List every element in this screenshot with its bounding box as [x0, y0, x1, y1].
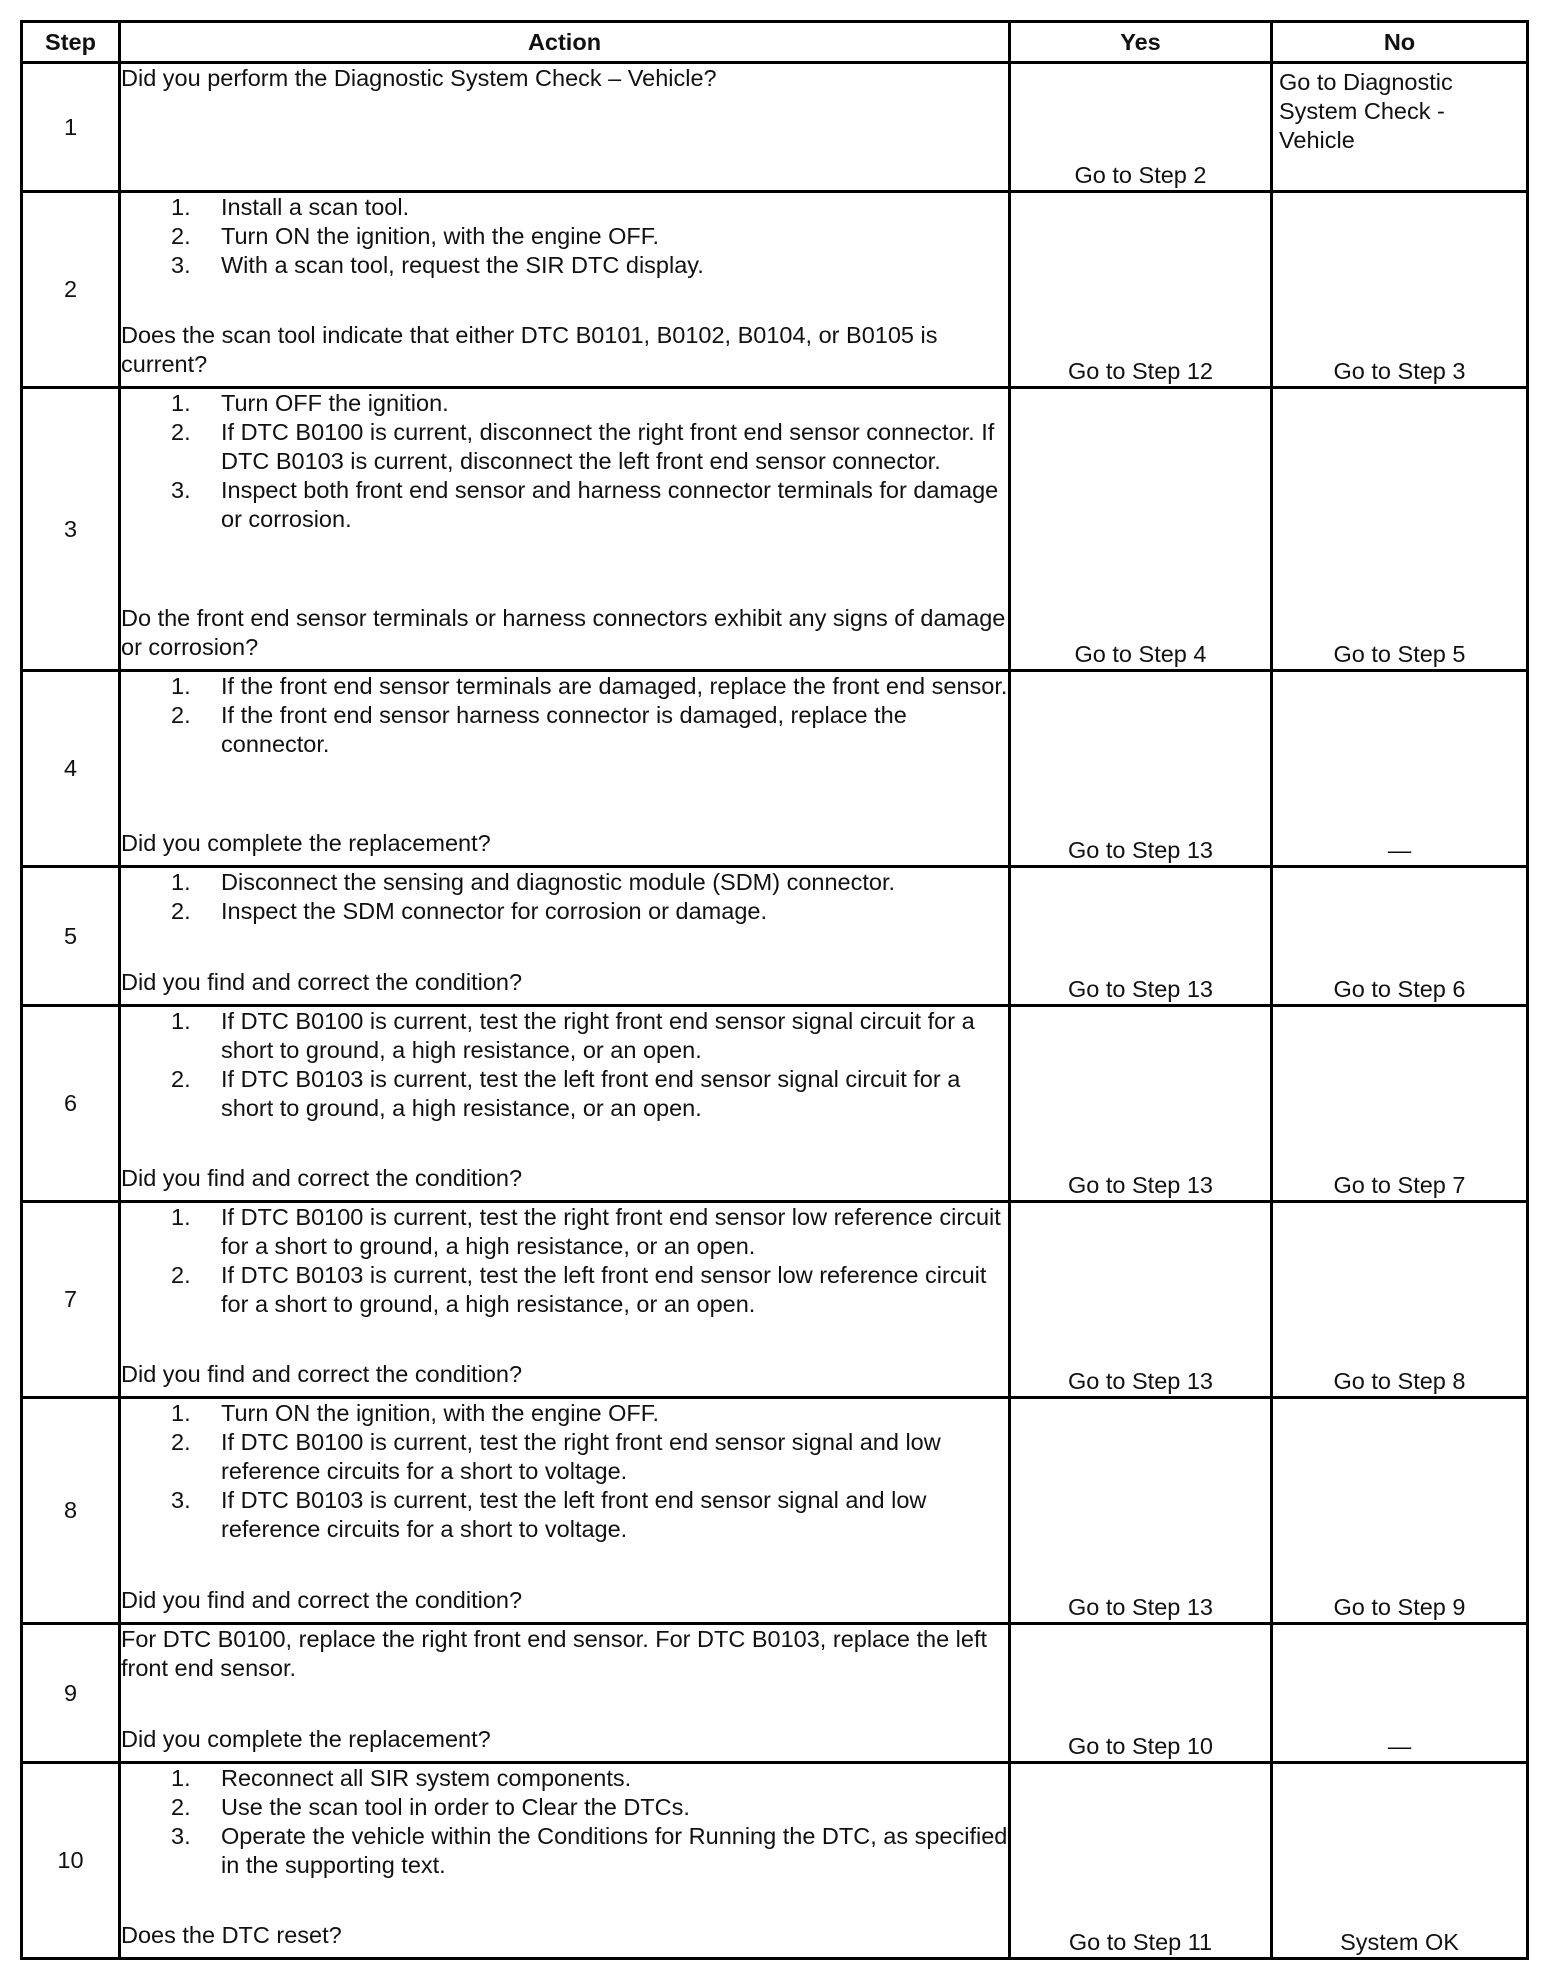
no-outcome: Go to Step 6 — [1272, 867, 1528, 1006]
table-row — [22, 388, 1528, 671]
action-list — [121, 1007, 1008, 1123]
action-question: Did you find and correct the condition? — [121, 1587, 523, 1613]
yes-outcome: Go to Step 13 — [1010, 671, 1272, 867]
list-item: 1. If DTC B0100 is current, test the right front end sensor signal circuit for a short to ground, a high resistance, or an open. — [171, 1008, 975, 1063]
no-outcome: System OK — [1272, 1763, 1528, 1959]
action-question: Does the scan tool indicate that either DTC B0101, B0102, B0104, or B0105 is current? — [121, 322, 938, 377]
no-outcome: Go to Step 3 — [1272, 192, 1528, 388]
header-action: Action — [120, 22, 1010, 63]
yes-outcome: Go to Step 11 — [1010, 1763, 1272, 1959]
yes-outcome: Go to Step 13 — [1010, 1006, 1272, 1202]
header-row — [22, 22, 1528, 63]
table-row — [22, 63, 1528, 192]
action-cell — [120, 1624, 1010, 1763]
action-list — [121, 1399, 1008, 1544]
table-row — [22, 867, 1528, 1006]
list-item: 2. If DTC B0103 is current, test the left front end sensor signal circuit for a short to ground, a high resistance, or an open. — [171, 1066, 961, 1121]
action-cell — [120, 1398, 1010, 1624]
action-cell — [120, 867, 1010, 1006]
action-question: Did you find and correct the condition? — [121, 969, 523, 995]
diagnostic-table — [20, 20, 1529, 1960]
no-outcome: — — [1272, 671, 1528, 867]
table-row — [22, 192, 1528, 388]
header-no: No — [1272, 22, 1528, 63]
list-item: 2. If DTC B0100 is current, disconnect the right front end sensor connector. If DTC B0103 is current, disconnect the left front end sensor connector. — [171, 419, 995, 474]
table-row — [22, 1763, 1528, 1959]
table-row — [22, 1202, 1528, 1398]
list-item: 2. If DTC B0103 is current, test the left front end sensor low reference circuit for a short to ground, a high resistance, or an open. — [171, 1262, 987, 1317]
list-item: 1. Turn OFF the ignition. — [171, 390, 449, 416]
action-cell — [120, 1202, 1010, 1398]
list-item: 2. If DTC B0100 is current, test the right front end sensor signal and low reference circuits for a short to voltage. — [171, 1429, 941, 1484]
step-number: 4 — [22, 671, 120, 867]
action-question: Do the front end sensor terminals or harness connectors exhibit any signs of damage or corrosion? — [121, 605, 1006, 660]
action-list — [121, 868, 1008, 926]
list-item: 1. Install a scan tool. — [171, 194, 410, 220]
action-cell — [120, 388, 1010, 671]
no-outcome: — — [1272, 1624, 1528, 1763]
action-cell — [120, 671, 1010, 867]
action-question: Did you find and correct the condition? — [121, 1165, 523, 1191]
list-item: 3. With a scan tool, request the SIR DTC display. — [171, 252, 704, 278]
action-list — [121, 672, 1008, 759]
diagnostic-table-container — [20, 20, 1526, 1960]
table-row — [22, 671, 1528, 867]
list-item: 2. Turn ON the ignition, with the engine OFF. — [171, 223, 660, 249]
list-item: 2. If the front end sensor harness connector is damaged, replace the connector. — [171, 702, 907, 757]
list-item: 3. Operate the vehicle within the Conditions for Running the DTC, as specified in the supporting text. — [171, 1823, 1008, 1878]
step-number: 10 — [22, 1763, 120, 1959]
yes-outcome: Go to Step 13 — [1010, 867, 1272, 1006]
list-item: 2. Use the scan tool in order to Clear the DTCs. — [171, 1794, 690, 1820]
list-item: 3. If DTC B0103 is current, test the left front end sensor signal and low reference circuits for a short to voltage. — [171, 1487, 927, 1542]
table-row — [22, 1006, 1528, 1202]
action-cell — [120, 1006, 1010, 1202]
yes-outcome: Go to Step 4 — [1010, 388, 1272, 671]
yes-outcome: Go to Step 13 — [1010, 1202, 1272, 1398]
table-row — [22, 1398, 1528, 1624]
action-question: Does the DTC reset? — [121, 1922, 342, 1948]
action-list — [121, 1203, 1008, 1319]
step-number: 7 — [22, 1202, 120, 1398]
yes-outcome: Go to Step 10 — [1010, 1624, 1272, 1763]
list-item: 1. Disconnect the sensing and diagnostic module (SDM) connector. — [171, 869, 896, 895]
action-cell — [120, 192, 1010, 388]
list-item: 1. Reconnect all SIR system components. — [171, 1765, 632, 1791]
no-outcome: Go to Step 7 — [1272, 1006, 1528, 1202]
header-step: Step — [22, 22, 120, 63]
action-question: Did you complete the replacement? — [121, 1726, 491, 1752]
list-item: 1. Turn ON the ignition, with the engine OFF. — [171, 1400, 660, 1426]
action-list — [121, 389, 1008, 534]
header-yes: Yes — [1010, 22, 1272, 63]
action-cell — [120, 1763, 1010, 1959]
list-item: 3. Inspect both front end sensor and harness connector terminals for damage or corrosion. — [171, 477, 999, 532]
step-number: 3 — [22, 388, 120, 671]
step-number: 1 — [22, 63, 120, 192]
action-text: For DTC B0100, replace the right front end sensor. For DTC B0103, replace the left front end sensor. — [121, 1626, 988, 1681]
no-outcome: Go to Step 5 — [1272, 388, 1528, 671]
yes-outcome: Go to Step 2 — [1010, 63, 1272, 192]
list-item: 1. If the front end sensor terminals are damaged, replace the front end sensor. — [171, 673, 1008, 699]
step-number: 9 — [22, 1624, 120, 1763]
no-outcome: Go to Step 9 — [1272, 1398, 1528, 1624]
step-number: 6 — [22, 1006, 120, 1202]
step-number: 2 — [22, 192, 120, 388]
action-cell — [120, 63, 1010, 192]
action-question: Did you complete the replacement? — [121, 830, 491, 856]
step-number: 8 — [22, 1398, 120, 1624]
action-question: Did you find and correct the condition? — [121, 1361, 523, 1387]
action-list — [121, 193, 1008, 280]
yes-outcome: Go to Step 13 — [1010, 1398, 1272, 1624]
list-item: 1. If DTC B0100 is current, test the right front end sensor low reference circuit for a short to ground, a high resistance, or an open. — [171, 1204, 1001, 1259]
table-row — [22, 1624, 1528, 1763]
yes-outcome: Go to Step 12 — [1010, 192, 1272, 388]
step-number: 5 — [22, 867, 120, 1006]
action-question: Did you perform the Diagnostic System Check – Vehicle? — [121, 65, 717, 91]
action-list — [121, 1764, 1008, 1880]
no-outcome: Go to Diagnostic System Check - Vehicle — [1272, 63, 1528, 192]
no-outcome: Go to Step 8 — [1272, 1202, 1528, 1398]
list-item: 2. Inspect the SDM connector for corrosion or damage. — [171, 898, 767, 924]
